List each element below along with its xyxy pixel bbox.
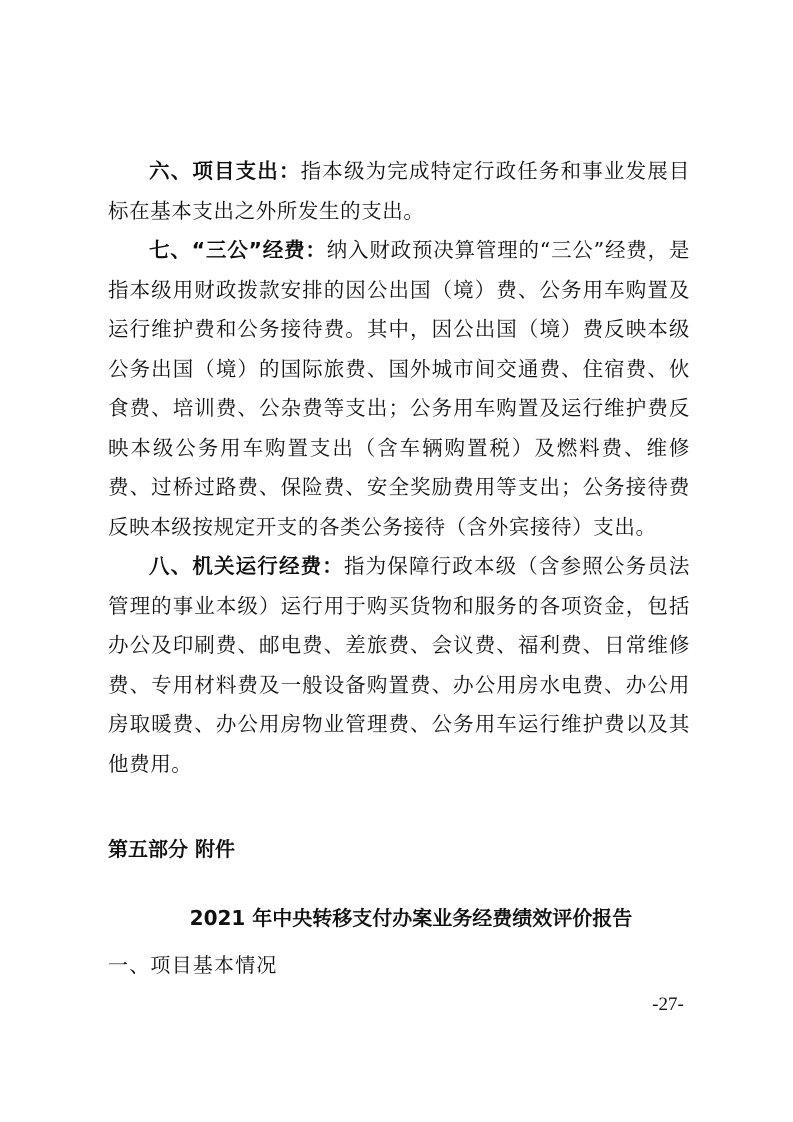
paragraph-body: 指为保障行政本级（含参照公务员法管理的事业本级）运行用于购买货物和服务的各项资金，包括办公及印刷费、邮电费、差旅费、会议费、福利费、日常维修费、专用材料费及一般设备购置费、办公用房水电费、办公用房取暖费、办公用房物业管理费、公务用车运行维护费以及其他费用。 [108,554,690,776]
paragraph-body: 纳入财政预决算管理的“三公”经费，是指本级用财政拨款安排的因公出国（境）费、公务用车购置及运行维护费和公务接待费。其中，因公出国（境）费反映本级公务出国（境）的国际旅费、国外城市间交通费、住宿费、伙食费、培训费、公杂费等支出；公务用车购置及运行维护费反映本级公务用车购置支出（含车辆购置税）及燃料费、维修费、过桥过路费、保险费、安全奖励费用等支出；公务接待费反映本级按规定开支的各类公务接待（含外宾接待）支出。 [108,238,690,539]
paragraph-heading: 八、机关运行经费： [149,554,344,578]
section-heading: 第五部分 附件 [108,837,235,861]
paragraph-heading: 七、“三公”经费： [149,238,327,262]
sub-heading: 一、项目基本情况 [108,953,278,977]
paragraph-heading: 六、项目支出： [149,159,301,183]
report-title: 2021 年中央转移支付办案业务经费绩效评价报告 [189,906,633,930]
paragraph-body: 指本级为完成特定行政任务和事业发展目标在基本支出之外所发生的支出。 [108,159,690,223]
paragraph-three-public-expenses [108,231,690,547]
paragraph-project-expenditure [108,152,690,231]
paragraph-agency-operating-expenses [108,547,690,784]
page-number: -27- [652,994,684,1015]
